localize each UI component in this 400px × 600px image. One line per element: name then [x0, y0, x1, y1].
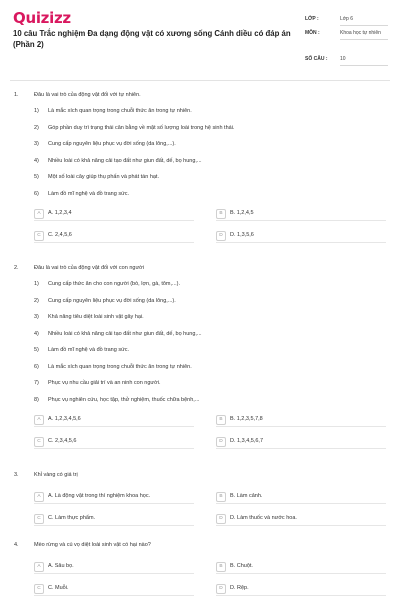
option-letter-box[interactable]: A: [34, 492, 44, 502]
option-letter-box[interactable]: B: [216, 492, 226, 502]
subject-label: MÔN :: [305, 30, 320, 36]
option-letter-box[interactable]: C: [34, 514, 44, 524]
question-number: 3.: [14, 472, 19, 478]
option-text: A. 1,2,3,4,5,6: [48, 416, 81, 422]
option-text: C. 2,4,5,6: [48, 232, 72, 238]
option-letter-box[interactable]: C: [34, 584, 44, 594]
statement-number: 2): [34, 124, 39, 131]
option-text: C. 2,3,4,5,6: [48, 438, 77, 444]
statement-item: [34, 108, 192, 114]
answer-option-b[interactable]: [216, 209, 386, 221]
statement-item: [34, 331, 202, 337]
option-letter-box[interactable]: A: [34, 415, 44, 425]
option-letter-box[interactable]: A: [34, 562, 44, 572]
option-text: A. Là động vật trong thí nghiệm khoa học.: [48, 493, 151, 499]
answer-option-b[interactable]: [216, 415, 386, 427]
quizizz-logo: Quizizz: [13, 9, 71, 27]
answer-option-b[interactable]: [216, 562, 386, 574]
option-letter-box[interactable]: C: [34, 231, 44, 241]
subject-value: Khoa học tự nhiên: [340, 30, 388, 40]
answer-option-a[interactable]: [34, 209, 194, 221]
statement-item: [34, 298, 176, 304]
statement-item: [34, 314, 144, 320]
header: [0, 0, 400, 72]
answer-option-d[interactable]: [216, 514, 386, 526]
class-label: LỚP :: [305, 16, 319, 22]
question-text: Khỉ vàng có giá trị: [34, 472, 78, 478]
statement-item: [34, 281, 180, 287]
answer-option-d[interactable]: [216, 231, 386, 243]
statement-number: 5): [34, 174, 39, 180]
option-letter-box[interactable]: B: [216, 562, 226, 572]
option-letter-box[interactable]: D: [216, 231, 226, 241]
statement-number: 2): [34, 297, 39, 304]
question-number: 2.: [14, 265, 19, 271]
statement-text: Làm đồ mĩ nghệ và đồ trang sức.: [48, 190, 130, 197]
statement-text: Nhiều loài có khả năng cải tạo đất như giun đất, dế, bọ hung,...: [48, 157, 202, 164]
answer-option-a[interactable]: [34, 492, 194, 504]
option-text: A. Sâu bọ.: [48, 563, 74, 569]
statement-item: [34, 347, 129, 353]
statement-number: 3): [34, 141, 39, 147]
question-text: Đâu là vai trò của động vật đối với con người: [34, 265, 144, 271]
option-text: B. Chuột.: [230, 563, 253, 569]
class-value: Lớp 6: [340, 16, 388, 26]
option-text: B. 1,2,4,5: [230, 210, 254, 216]
option-letter-box[interactable]: D: [216, 437, 226, 447]
count-label: SỐ CÂU :: [305, 56, 328, 62]
option-text: B. Làm cảnh.: [230, 493, 263, 499]
statement-item: [34, 174, 159, 180]
statement-text: Là mắc xích quan trọng trong chuỗi thức ăn trong tự nhiên.: [48, 363, 192, 370]
header-divider: [10, 80, 390, 81]
statement-text: Nhiều loài có khả năng cải tạo đất như giun đất, dế, bọ hung,...: [48, 330, 202, 337]
option-text: D. 1,3,5,6: [230, 232, 254, 238]
statement-number: 6): [34, 363, 39, 370]
statement-number: 1): [34, 108, 39, 114]
statement-item: [34, 158, 202, 164]
statement-number: 3): [34, 314, 39, 320]
statement-text: Là mắc xích quan trọng trong chuỗi thức ăn trong tự nhiên.: [48, 108, 192, 114]
statement-text: Khả năng tiêu diệt loài sinh vật gây hại.: [48, 314, 144, 320]
statement-item: [34, 380, 160, 386]
option-letter-box[interactable]: A: [34, 209, 44, 219]
answer-option-d[interactable]: [216, 437, 386, 449]
statement-item: [34, 141, 176, 147]
option-text: C. Muỗi.: [48, 585, 69, 591]
answer-option-c[interactable]: [34, 514, 194, 526]
option-letter-box[interactable]: C: [34, 437, 44, 447]
option-letter-box[interactable]: B: [216, 415, 226, 425]
statement-text: Một số loài cây giúp thụ phấn và phát tán hạt.: [48, 174, 159, 180]
statement-number: 5): [34, 347, 39, 353]
option-text: D. Rệp.: [230, 585, 249, 591]
option-text: C. Làm thực phẩm.: [48, 515, 96, 521]
option-letter-box[interactable]: B: [216, 209, 226, 219]
statement-item: [34, 397, 199, 403]
statement-item: [34, 125, 234, 131]
option-letter-box[interactable]: D: [216, 514, 226, 524]
statement-text: Cung cấp thức ăn cho con người (bò, lợn, gà, tôm,...).: [48, 281, 180, 287]
answer-option-a[interactable]: [34, 415, 194, 427]
statement-text: Góp phần duy trì trạng thái cân bằng về mặt số lượng loài trong hệ sinh thái.: [48, 124, 235, 131]
question-text: Đâu là vai trò của động vật đối với tự nhiên.: [34, 92, 141, 98]
answer-option-c[interactable]: [34, 231, 194, 243]
option-text: D. Làm thuốc và nước hoa.: [230, 515, 297, 521]
statement-number: 1): [34, 281, 39, 287]
option-text: B. 1,2,3,5,7,8: [230, 416, 263, 422]
question-text: Mèo rừng và cú vọ diệt loài sinh vật có hại nào?: [34, 542, 151, 548]
statement-number: 7): [34, 380, 39, 386]
option-letter-box[interactable]: D: [216, 584, 226, 594]
count-value: 10: [340, 56, 388, 66]
answer-option-a[interactable]: [34, 562, 194, 574]
statement-number: 4): [34, 157, 39, 164]
question-number: 1.: [14, 92, 19, 98]
question-number: 4.: [14, 542, 19, 548]
statement-number: 8): [34, 396, 39, 403]
document-title: 10 câu Trắc nghiệm Đa dạng động vật có xương sống Cánh diều có đáp án (Phần 2): [13, 29, 291, 49]
statement-item: [34, 191, 129, 197]
answer-option-c[interactable]: [34, 437, 194, 449]
statement-text: Phục vụ nghiên cứu, học tập, thử nghiệm, thuốc chữa bệnh,...: [48, 396, 200, 403]
option-text: A. 1,2,3,4: [48, 210, 72, 216]
statement-number: 6): [34, 190, 39, 197]
answer-option-d[interactable]: [216, 584, 386, 596]
statement-item: [34, 364, 192, 370]
statement-text: Làm đồ mĩ nghệ và đồ trang sức.: [48, 347, 130, 353]
answer-option-c[interactable]: [34, 584, 194, 596]
statement-text: Phục vụ nhu cầu giải trí và an ninh con người.: [48, 380, 161, 386]
option-text: D. 1,3,4,5,6,7: [230, 438, 264, 444]
answer-option-b[interactable]: [216, 492, 386, 504]
statement-text: Cung cấp nguyên liệu phục vụ đời sống (da lông,...).: [48, 141, 176, 147]
statement-number: 4): [34, 330, 39, 337]
statement-text: Cung cấp nguyên liệu phục vụ đời sống (da lông,...).: [48, 297, 176, 304]
